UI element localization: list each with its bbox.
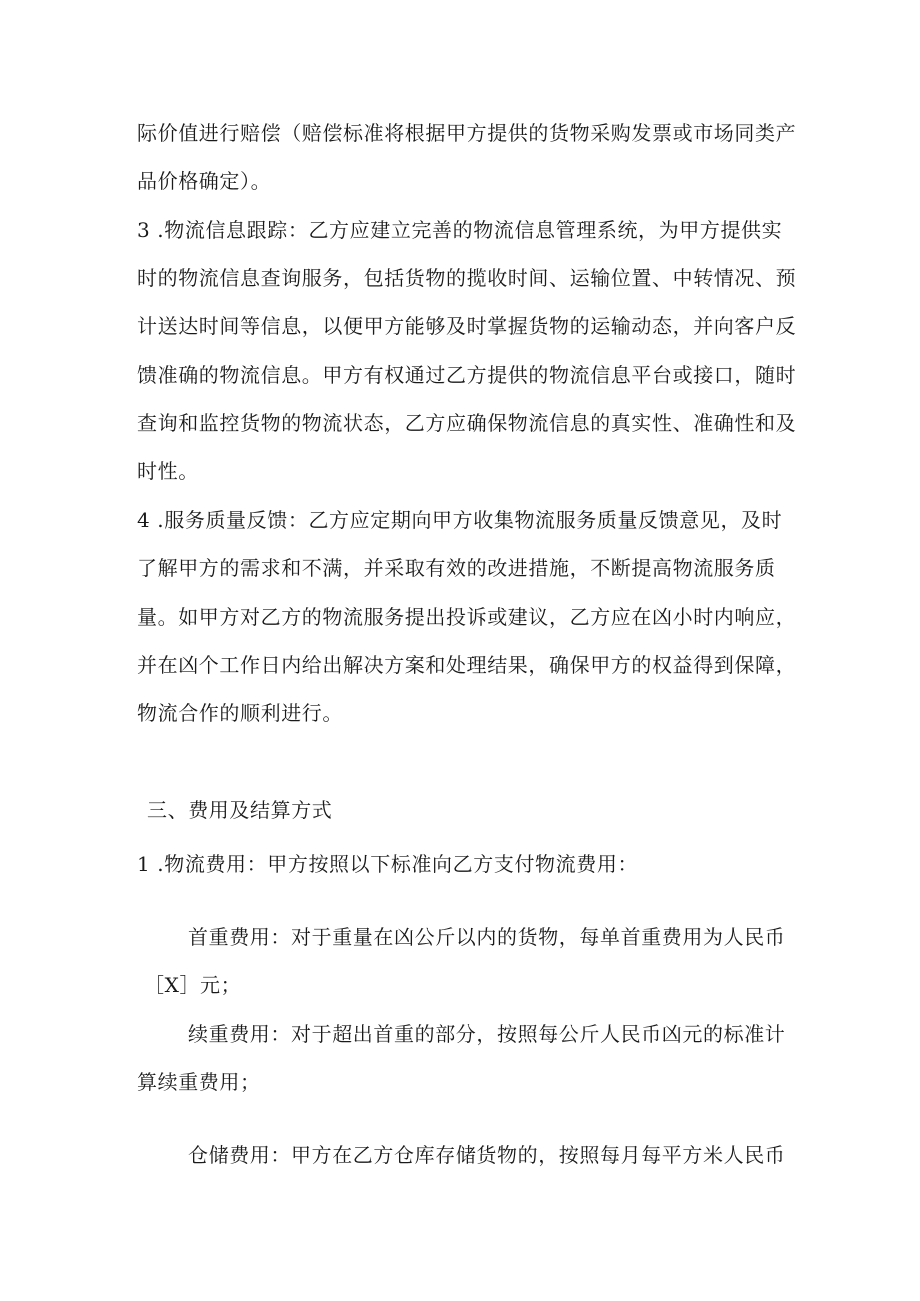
paragraph-line: 并在凶个工作日内给出解决方案和处理结果，确保甲方的权益得到保障， xyxy=(137,653,797,677)
paragraph-line: 物流合作的顺利进行。 xyxy=(137,701,343,725)
fee-item-line: 仓储费用：甲方在乙方仓库存储货物的，按照每月每平方米人民币 xyxy=(188,1143,786,1167)
fee-item-line: 首重费用：对于重量在凶公斤以内的货物，每单首重费用为人民币 xyxy=(188,925,786,949)
paragraph-line: 计送达时间等信息，以便甲方能够及时掌握货物的运输动态，并向客户反 xyxy=(137,314,797,338)
clause-1-heading-line: 1 .物流费用：甲方按照以下标准向乙方支付物流费用： xyxy=(137,852,639,876)
paragraph-line: 品价格确定）。 xyxy=(137,169,272,193)
paragraph-line: 了解甲方的需求和不满，并采取有效的改进措施，不断提高物流服务质 xyxy=(137,556,776,580)
clause-4-heading-line: 4 .服务质量反馈：乙方应定期向甲方收集物流服务质量反馈意见，及时 xyxy=(137,508,783,532)
paragraph-line: 际价值进行赔偿（赔偿标准将根据甲方提供的货物采购发票或市场同类产 xyxy=(137,121,797,145)
clause-3-heading-line: 3 .物流信息跟踪：乙方应建立完善的物流信息管理系统，为甲方提供实 xyxy=(137,218,783,242)
paragraph-line: 时性。 xyxy=(137,459,199,483)
paragraph-line: 算续重费用； xyxy=(137,1070,261,1094)
section-heading: 三、费用及结算方式 xyxy=(147,798,333,822)
paragraph-line: 量。如甲方对乙方的物流服务提出投诉或建议，乙方应在凶小时内响应， xyxy=(137,605,797,629)
paragraph-line: 馈准确的物流信息。甲方有权通过乙方提供的物流信息平台或接口，随时 xyxy=(137,363,797,387)
paragraph-line: 时的物流信息查询服务，包括货物的揽收时间、运输位置、中转情况、预 xyxy=(137,266,797,290)
paragraph-line: ［X］元； xyxy=(144,973,242,997)
paragraph-line: 查询和监控货物的物流状态，乙方应确保物流信息的真实性、准确性和及 xyxy=(137,411,797,435)
fee-item-line: 续重费用：对于超出首重的部分，按照每公斤人民币凶元的标准计 xyxy=(188,1022,786,1046)
